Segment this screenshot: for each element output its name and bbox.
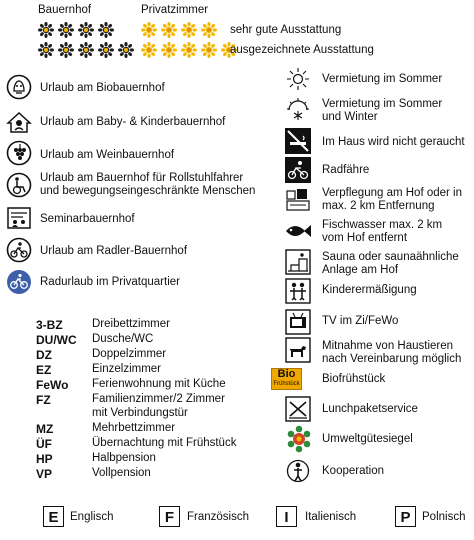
bio-farm-icon [6, 74, 32, 100]
right-icon-label: Biofrühstück [322, 373, 386, 385]
right-icon-label: Lunchpaketservice [322, 403, 418, 415]
language-name: Französisch [187, 511, 249, 523]
abbr-code: DZ [36, 348, 52, 362]
sun-icon [286, 67, 310, 91]
right-icon-label: Mitnahme von Haustieren [322, 340, 454, 352]
rating-level-label: sehr gute Ausstattung [230, 24, 342, 36]
sauna-icon [285, 249, 311, 275]
baby-farm-icon [6, 109, 32, 135]
private-rating-4 [141, 22, 221, 44]
left-icon-label: Urlaub am Bauernhof für Rollstuhlfahrer [40, 172, 244, 184]
abbr-text: Doppelzimmer [92, 348, 167, 360]
abbr-text: Dusche/WC [92, 333, 154, 345]
bio-breakfast-icon [271, 368, 302, 390]
right-icon-label: Sauna oder saunaähnliche [322, 251, 459, 263]
cyclist-farm-icon [6, 237, 32, 263]
abbr-code: EZ [36, 363, 52, 377]
right-icon-label-line2: max. 2 km Entfernung [322, 200, 435, 212]
abbr-code: DU/WC [36, 333, 77, 347]
right-icon-label: Fischwasser max. 2 km [322, 219, 443, 231]
language-name: Italienisch [305, 511, 357, 523]
left-icon-label: Seminarbauernhof [40, 213, 135, 225]
cyclist-icon [285, 157, 311, 183]
left-icon-label: Radurlaub im Privatquartier [40, 276, 180, 288]
language-letter-box: I [276, 506, 297, 527]
bio-badge-subtext: Frühstück [273, 381, 300, 387]
lunch-package-icon [285, 396, 311, 422]
language-name: Polnisch [422, 511, 466, 523]
abbr-code: FZ [36, 393, 51, 407]
language-letter-box: F [159, 506, 180, 527]
tv-icon [285, 309, 311, 335]
abbr-code: MZ [36, 422, 54, 436]
right-icon-label: Verpflegung am Hof oder in [322, 187, 463, 199]
private-rating-5 [141, 42, 241, 64]
language-name: Englisch [70, 511, 114, 523]
right-icon-label: Vermietung im Sommer [322, 73, 443, 85]
language-letter-box: P [395, 506, 416, 527]
flower-icon [38, 22, 114, 38]
right-icon-label: Vermietung im Sommer [322, 98, 443, 110]
eco-seal-icon [285, 425, 313, 453]
farm-flowers-5 [38, 42, 138, 59]
bike-private-icon [6, 269, 32, 295]
header-farm: Bauernhof [38, 4, 92, 16]
abbr-text: Einzelzimmer [92, 363, 162, 375]
abbr-text: Halbpension [92, 452, 156, 464]
abbr-code: HP [36, 452, 53, 466]
abbr-code: ÜF [36, 437, 52, 451]
right-icon-label-line2: und Winter [322, 111, 378, 123]
left-icon-label: Urlaub am Radler-Bauernhof [40, 245, 188, 257]
left-icon-label: Urlaub am Weinbauernhof [40, 149, 175, 161]
abbr-text: Ferienwohnung mit Küche [92, 378, 226, 390]
farm-rating-4 [38, 22, 118, 44]
bio-badge-text: Bio [277, 368, 296, 380]
wheelchair-farm-icon [6, 172, 32, 198]
private-flowers-4 [141, 22, 221, 39]
left-icon-label: Urlaub am Biobauernhof [40, 82, 165, 94]
dog-icon [285, 337, 311, 363]
wine-farm-icon [6, 140, 32, 166]
right-icon-label-line2: vom Hof entfernt [322, 232, 408, 244]
right-icon-label: TV im Zi/FeWo [322, 315, 399, 327]
header-private: Privatzimmer [141, 4, 209, 16]
right-icon-label-line2: Anlage am Hof [322, 264, 399, 276]
farm-rating-5 [38, 42, 138, 64]
abbr-text-line2: mit Verbindungstür [92, 407, 188, 419]
left-icon-label: Urlaub am Baby- & Kinderbauernhof [40, 116, 226, 128]
right-icon-label: Umweltgütesiegel [322, 433, 413, 445]
abbr-text: Übernachtung mit Frühstück [92, 437, 237, 449]
abbr-text: Dreibettzimmer [92, 318, 170, 330]
left-icon-label-line2: und bewegungseingeschränkte Menschen [40, 185, 256, 197]
abbr-code: FeWo [36, 378, 69, 392]
abbr-text: Familienzimmer/2 Zimmer [92, 393, 225, 405]
private-flowers-5 [141, 42, 241, 59]
right-icon-label: Kinderermäßigung [322, 284, 417, 296]
abbr-code: 3-BZ [36, 318, 63, 332]
children-icon [285, 278, 311, 304]
right-icon-label: Radfähre [322, 164, 370, 176]
no-smoking-icon [285, 128, 311, 154]
language-letter-box: E [43, 506, 64, 527]
abbr-code: VP [36, 467, 53, 481]
right-icon-label: Kooperation [322, 465, 385, 477]
sun-snow-icon [286, 97, 310, 121]
right-icon-label: Im Haus wird nicht geraucht [322, 136, 465, 148]
food-icon [285, 187, 311, 213]
farm-flowers-4 [38, 22, 118, 39]
fish-icon [284, 219, 312, 243]
abbr-text: Vollpension [92, 467, 151, 479]
cooperation-icon [286, 457, 310, 485]
seminar-farm-icon [6, 205, 32, 231]
abbr-text: Mehrbettzimmer [92, 422, 176, 434]
flower-icon [141, 22, 217, 38]
rating-level-label: ausgezeichnete Ausstattung [230, 44, 374, 56]
right-icon-label-line2: nach Vereinbarung möglich [322, 353, 462, 365]
